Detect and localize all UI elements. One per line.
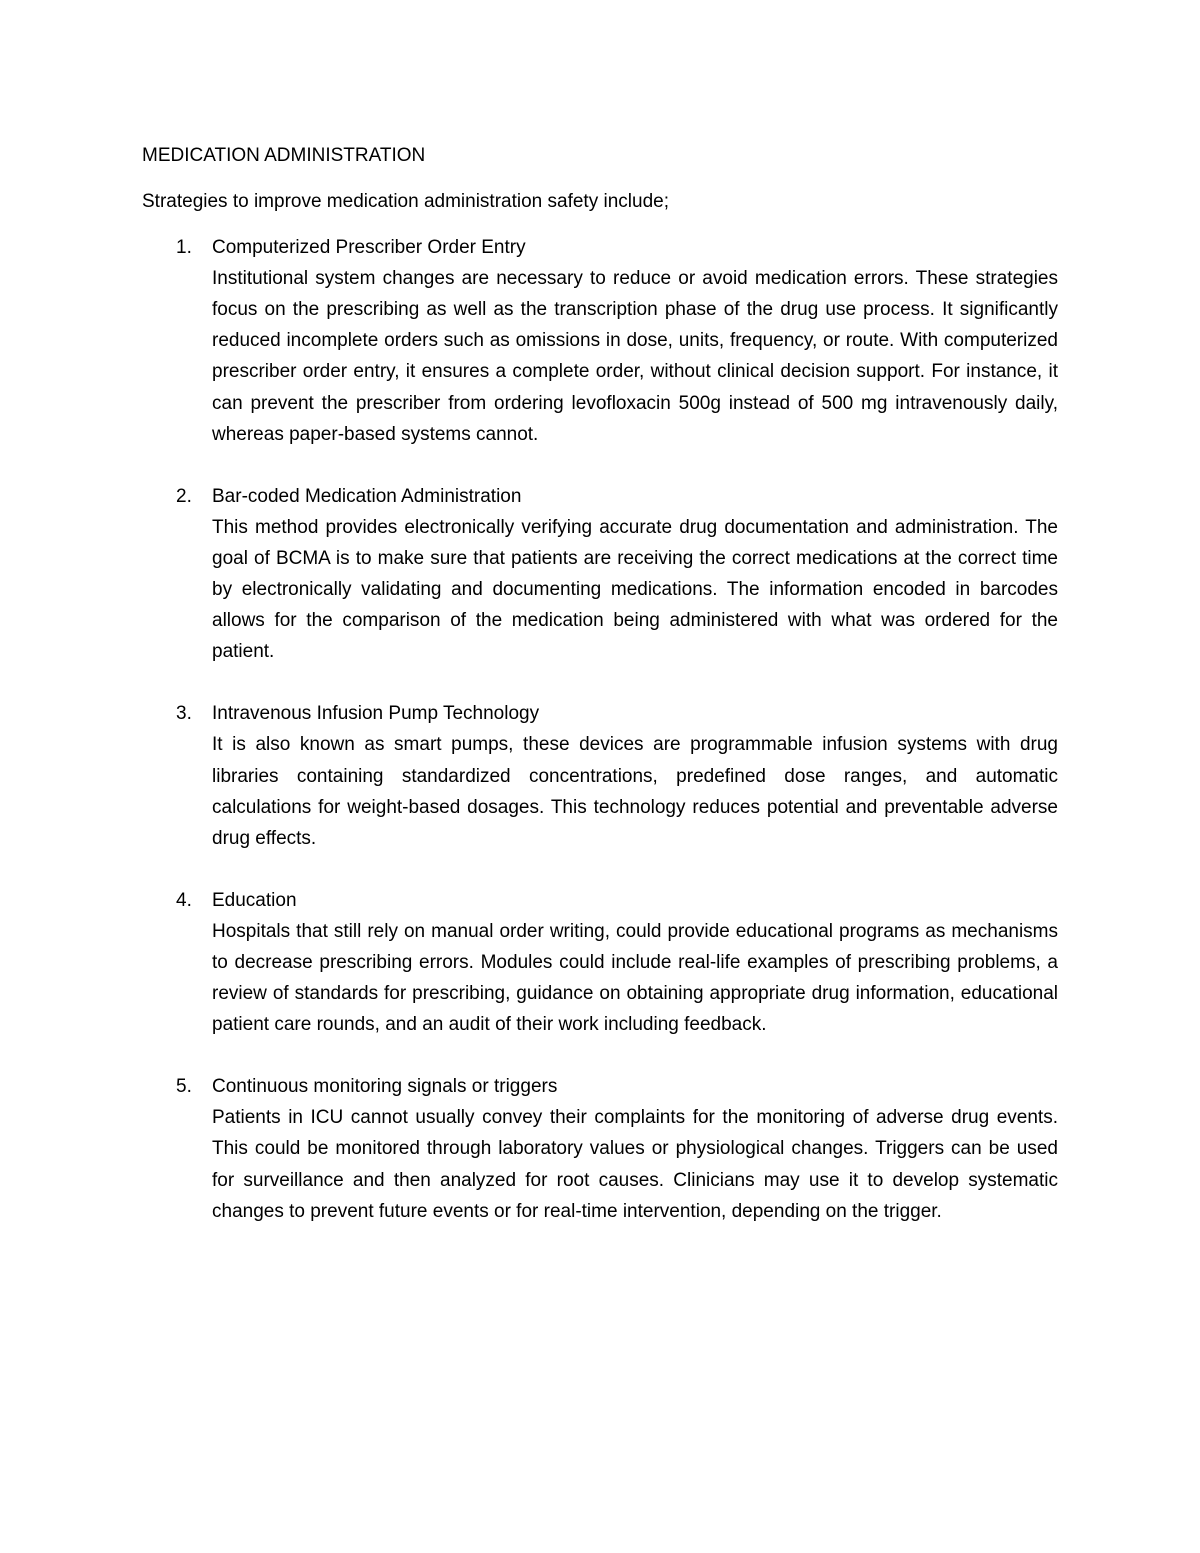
strategy-number: 2. <box>176 485 192 507</box>
strategy-body: Institutional system changes are necessary to reduce or avoid medication errors. These strategies focus on the prescribing as well as the transcription phase of the drug use process. It significantly reduced incomplete orders such as omissions in dose, units, frequency, or route. With computerized prescriber order entry, it ensures a complete order, without clinical decision support. For instance, it can prevent the prescriber from ordering levofloxacin 500g instead of 500 mg intravenously daily, whereas paper-based systems cannot. <box>212 268 1058 445</box>
strategy-heading: Continuous monitoring signals or triggers <box>212 1076 558 1098</box>
strategy-list <box>142 232 1058 1227</box>
strategy-heading: Bar-coded Medication Administration <box>212 485 522 507</box>
document-content <box>142 140 1058 1258</box>
strategy-heading: Intravenous Infusion Pump Technology <box>212 703 540 725</box>
strategy-number: 1. <box>176 237 192 259</box>
strategy-item <box>142 885 1058 1040</box>
strategy-body: It is also known as smart pumps, these devices are programmable infusion systems with drug libraries containing standardized concentrations, predefined dose ranges, and automatic calculations for weight-based dosages. This technology reduces potential and preventable adverse drug effects. <box>212 734 1058 849</box>
strategy-item <box>142 481 1058 668</box>
strategy-heading: Education <box>212 889 297 911</box>
strategy-body: This method provides electronically verifying accurate drug documentation and administration. The goal of BCMA is to make sure that patients are receiving the correct medications at the correct time by electronically validating and documenting medications. The information encoded in barcodes allows for the comparison of the medication being administered with what was ordered for the patient. <box>212 516 1058 663</box>
strategy-number: 5. <box>176 1076 192 1098</box>
strategy-item <box>142 1071 1058 1226</box>
strategy-heading: Computerized Prescriber Order Entry <box>212 237 526 259</box>
strategy-number: 4. <box>176 889 192 911</box>
strategy-body: Hospitals that still rely on manual order writing, could provide educational programs as mechanisms to decrease prescribing errors. Modules could include real-life examples of prescribing problems, a review of standards for prescribing, guidance on obtaining appropriate drug information, educational patient care rounds, and an audit of their work including feedback. <box>212 920 1058 1036</box>
intro-paragraph: Strategies to improve medication administration safety include; <box>142 191 669 212</box>
strategy-number: 3. <box>176 703 192 725</box>
strategy-item <box>142 232 1058 450</box>
strategy-body: Patients in ICU cannot usually convey their complaints for the monitoring of adverse drug events. This could be monitored through laboratory values or physiological changes. Triggers can be used for surveillance and then analyzed for root causes. Clinicians may use it to develop systematic changes to prevent future events or for real-time intervention, depending on the trigger. <box>212 1107 1058 1222</box>
document-title: MEDICATION ADMINISTRATION <box>142 145 426 166</box>
strategy-item <box>142 698 1058 853</box>
